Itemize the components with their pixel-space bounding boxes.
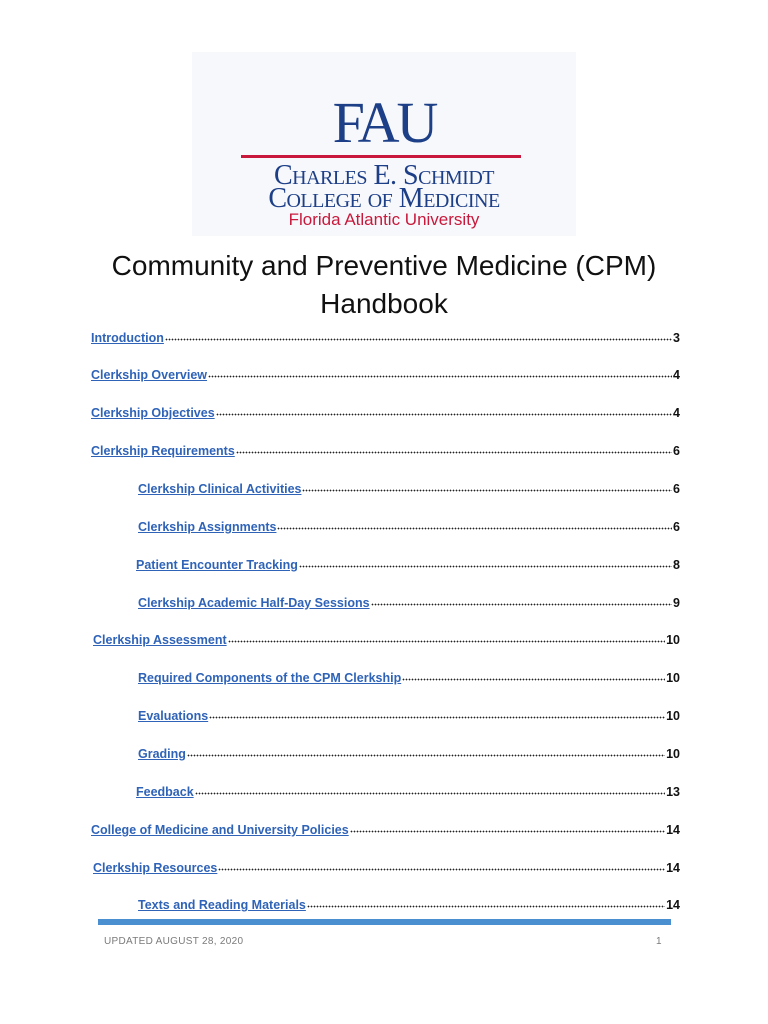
- toc-link[interactable]: Patient Encounter Tracking: [136, 558, 298, 572]
- toc-link[interactable]: Clerkship Clinical Activities: [138, 482, 302, 496]
- toc-link[interactable]: Clerkship Academic Half-Day Sessions: [138, 596, 370, 610]
- toc-entry-clerkship-resources: [93, 856, 680, 876]
- toc-page-number: 10: [666, 747, 680, 761]
- toc-link[interactable]: Evaluations: [138, 709, 209, 723]
- toc-entry-texts-reading: [138, 893, 680, 913]
- toc-leader: [350, 818, 665, 834]
- toc-link[interactable]: Clerkship Overview: [91, 368, 208, 382]
- document-title: [0, 247, 768, 323]
- toc-leader: [236, 439, 672, 455]
- toc-leader: [402, 666, 665, 682]
- logo-college-name-2: College of Medicine: [268, 183, 500, 214]
- toc-page-number: 8: [673, 558, 680, 572]
- footer-rule: [98, 919, 671, 925]
- toc-entry-clerkship-overview: [91, 363, 680, 383]
- logo-rule: [241, 155, 521, 158]
- toc-page-number: 9: [673, 596, 680, 610]
- title-line-1: Community and Preventive Medicine (CPM): [111, 250, 657, 281]
- logo-university-name: Florida Atlantic University: [288, 210, 480, 229]
- toc-page-number: 4: [673, 406, 680, 420]
- logo-college-name-1: Charles E. Schmidt: [273, 160, 495, 191]
- toc-page-number: 3: [673, 331, 680, 345]
- toc-leader: [216, 401, 672, 417]
- footer-updated-date: UPDATED AUGUST 28, 2020: [104, 936, 244, 947]
- toc-leader: [277, 515, 672, 531]
- toc-entry-academic-half-day: [138, 591, 680, 611]
- toc-link[interactable]: Introduction: [91, 331, 164, 345]
- toc-leader: [187, 742, 665, 758]
- toc-page-number: 6: [673, 520, 680, 534]
- toc-leader: [307, 893, 665, 909]
- toc-entry-clerkship-requirements: [91, 439, 680, 459]
- toc-link[interactable]: Clerkship Resources: [93, 861, 218, 875]
- toc-link[interactable]: Texts and Reading Materials: [138, 898, 306, 912]
- toc-leader: [228, 628, 665, 644]
- toc-link[interactable]: Grading: [138, 747, 186, 761]
- toc-leader: [195, 780, 665, 796]
- toc-page-number: 14: [666, 823, 680, 837]
- toc-leader: [165, 326, 672, 342]
- toc-leader: [218, 856, 665, 872]
- toc-page-number: 14: [666, 898, 680, 912]
- toc-page-number: 10: [666, 709, 680, 723]
- toc-leader: [302, 477, 672, 493]
- toc-entry-clerkship-objectives: [91, 401, 680, 421]
- fau-logo: [192, 52, 576, 236]
- logo-wordmark: FAU: [332, 90, 436, 155]
- toc-link[interactable]: Clerkship Assessment: [93, 633, 227, 647]
- toc-page-number: 13: [666, 785, 680, 799]
- toc-page-number: 10: [666, 671, 680, 685]
- toc-link[interactable]: Clerkship Objectives: [91, 406, 215, 420]
- toc-page-number: 4: [673, 368, 680, 382]
- toc-link[interactable]: Clerkship Assignments: [138, 520, 277, 534]
- toc-leader: [371, 591, 672, 607]
- toc-entry-patient-encounter-tracking: [136, 553, 680, 573]
- toc-entry-required-components: [138, 666, 680, 686]
- toc-entry-introduction: [91, 326, 680, 346]
- toc-link[interactable]: Feedback: [136, 785, 194, 799]
- toc-entry-evaluations: [138, 704, 680, 724]
- toc-entry-policies: [91, 818, 680, 838]
- toc-entry-clinical-activities: [138, 477, 680, 497]
- toc-page-number: 14: [666, 861, 680, 875]
- toc-entry-clerkship-assessment: [93, 628, 680, 648]
- toc-entry-grading: [138, 742, 680, 762]
- title-line-2: Handbook: [320, 288, 448, 319]
- toc-entry-clerkship-assignments: [138, 515, 680, 535]
- toc-link[interactable]: College of Medicine and University Policies: [91, 823, 349, 837]
- toc-page-number: 6: [673, 482, 680, 496]
- footer-page-number: 1: [656, 936, 662, 947]
- toc-leader: [208, 363, 672, 379]
- toc-leader: [299, 553, 672, 569]
- toc-page-number: 6: [673, 444, 680, 458]
- toc-entry-feedback: [136, 780, 680, 800]
- toc-link[interactable]: Required Components of the CPM Clerkship: [138, 671, 402, 685]
- toc-link[interactable]: Clerkship Requirements: [91, 444, 235, 458]
- toc-leader: [209, 704, 665, 720]
- toc-page-number: 10: [666, 633, 680, 647]
